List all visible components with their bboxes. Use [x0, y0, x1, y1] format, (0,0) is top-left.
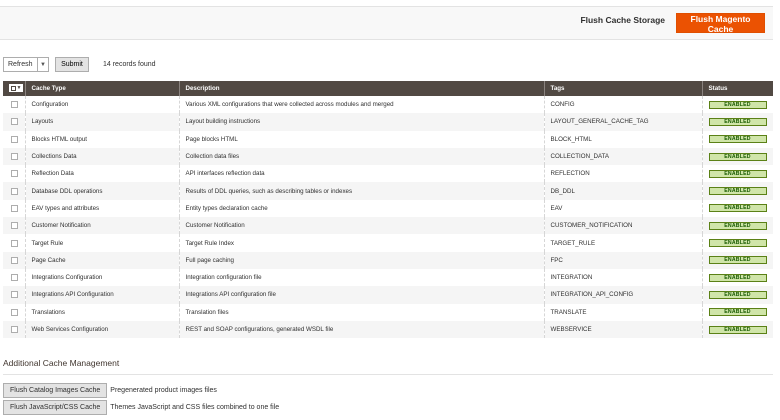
column-header-status[interactable]: Status	[702, 81, 773, 96]
table-row	[3, 165, 773, 182]
row-select-cell	[3, 148, 25, 165]
cell-status	[702, 182, 773, 199]
additional-item-description: Themes JavaScript and CSS files combined to one file	[110, 404, 280, 411]
cache-grid	[3, 81, 773, 338]
cell-cache-type: Integrations Configuration	[25, 269, 179, 286]
row-select-cell	[3, 165, 25, 182]
table-row	[3, 113, 773, 130]
cell-status	[702, 321, 773, 338]
checkbox-icon	[11, 86, 16, 91]
cell-description: API interfaces reflection data	[179, 165, 544, 182]
row-select-cell	[3, 321, 25, 338]
status-badge: ENABLED	[709, 239, 767, 247]
row-select-cell	[3, 113, 25, 130]
cell-status	[702, 286, 773, 303]
table-row	[3, 304, 773, 321]
row-select-cell	[3, 269, 25, 286]
column-header-tags[interactable]: Tags	[544, 81, 702, 96]
status-badge: ENABLED	[709, 274, 767, 282]
column-header-cache-type[interactable]: Cache Type	[25, 81, 179, 96]
cell-tags: REFLECTION	[544, 165, 702, 182]
status-badge: ENABLED	[709, 308, 767, 316]
cell-cache-type: Configuration	[25, 96, 179, 113]
row-checkbox[interactable]	[11, 101, 18, 108]
row-checkbox[interactable]	[11, 309, 18, 316]
cell-cache-type: Target Rule	[25, 234, 179, 251]
row-select-cell	[3, 131, 25, 148]
cell-description: Page blocks HTML	[179, 131, 544, 148]
row-checkbox[interactable]	[11, 136, 18, 143]
flush-catalog-images-button[interactable]: Flush Catalog Images Cache	[3, 383, 107, 398]
cell-status	[702, 131, 773, 148]
mass-select-control[interactable]	[9, 84, 23, 92]
row-checkbox[interactable]	[11, 257, 18, 264]
cell-status	[702, 113, 773, 130]
cell-cache-type: Page Cache	[25, 252, 179, 269]
mass-action-select-value: Refresh	[8, 61, 33, 68]
cell-tags: TRANSLATE	[544, 304, 702, 321]
flush-js-css-button[interactable]: Flush JavaScript/CSS Cache	[3, 400, 107, 415]
cell-cache-type: Blocks HTML output	[25, 131, 179, 148]
row-select-cell	[3, 96, 25, 113]
mass-action-toolbar	[3, 57, 156, 72]
mass-action-select[interactable]	[3, 57, 49, 72]
row-checkbox[interactable]	[11, 188, 18, 195]
cell-description: Integration configuration file	[179, 269, 544, 286]
cell-tags: EAV	[544, 200, 702, 217]
table-row	[3, 148, 773, 165]
flush-magento-cache-button[interactable]: Flush Magento Cache	[676, 13, 765, 33]
additional-item	[3, 400, 279, 415]
column-header-description[interactable]: Description	[179, 81, 544, 96]
cell-description: Integrations API configuration file	[179, 286, 544, 303]
row-checkbox[interactable]	[11, 153, 18, 160]
row-checkbox[interactable]	[11, 205, 18, 212]
row-select-cell	[3, 286, 25, 303]
cell-status	[702, 200, 773, 217]
cell-tags: COLLECTION_DATA	[544, 148, 702, 165]
status-badge: ENABLED	[709, 170, 767, 178]
chevron-down-icon: ▼	[16, 85, 22, 92]
cell-cache-type: Reflection Data	[25, 165, 179, 182]
row-checkbox[interactable]	[11, 291, 18, 298]
row-checkbox[interactable]	[11, 326, 18, 333]
cell-cache-type: Customer Notification	[25, 217, 179, 234]
cell-cache-type: EAV types and attributes	[25, 200, 179, 217]
status-badge: ENABLED	[709, 256, 767, 264]
table-row	[3, 321, 773, 338]
row-checkbox[interactable]	[11, 274, 18, 281]
cell-status	[702, 269, 773, 286]
chevron-down-icon[interactable]: ▼	[37, 58, 48, 71]
table-row	[3, 217, 773, 234]
additional-item-description: Pregenerated product images files	[110, 387, 217, 394]
cell-description: Collection data files	[179, 148, 544, 165]
section-divider	[3, 374, 773, 375]
cell-tags: FPC	[544, 252, 702, 269]
row-checkbox[interactable]	[11, 240, 18, 247]
records-count: 14 records found	[103, 61, 156, 68]
table-row	[3, 234, 773, 251]
row-checkbox[interactable]	[11, 170, 18, 177]
cell-status	[702, 148, 773, 165]
row-select-cell	[3, 304, 25, 321]
flush-cache-storage-button[interactable]: Flush Cache Storage	[580, 15, 665, 25]
row-select-cell	[3, 234, 25, 251]
cell-status	[702, 252, 773, 269]
cell-status	[702, 304, 773, 321]
cell-status	[702, 217, 773, 234]
status-badge: ENABLED	[709, 204, 767, 212]
cell-cache-type: Database DDL operations	[25, 182, 179, 199]
cell-tags: INTEGRATION_API_CONFIG	[544, 286, 702, 303]
cell-tags: TARGET_RULE	[544, 234, 702, 251]
cell-status	[702, 165, 773, 182]
cell-cache-type: Layouts	[25, 113, 179, 130]
cell-status	[702, 234, 773, 251]
mass-select-header[interactable]	[3, 81, 25, 96]
table-row	[3, 252, 773, 269]
cell-tags: INTEGRATION	[544, 269, 702, 286]
status-badge: ENABLED	[709, 153, 767, 161]
additional-cache-title: Additional Cache Management	[3, 358, 120, 368]
page-actions-bar	[0, 6, 773, 40]
cell-cache-type: Integrations API Configuration	[25, 286, 179, 303]
row-select-cell	[3, 200, 25, 217]
table-row	[3, 182, 773, 199]
cell-description: Translation files	[179, 304, 544, 321]
status-badge: ENABLED	[709, 326, 767, 334]
row-checkbox[interactable]	[11, 118, 18, 125]
table-row	[3, 286, 773, 303]
row-select-cell	[3, 252, 25, 269]
cell-description: Customer Notification	[179, 217, 544, 234]
cell-status	[702, 96, 773, 113]
cell-tags: LAYOUT_GENERAL_CACHE_TAG	[544, 113, 702, 130]
cell-description: Results of DDL queries, such as describing tables or indexes	[179, 182, 544, 199]
cell-description: Various XML configurations that were collected across modules and merged	[179, 96, 544, 113]
status-badge: ENABLED	[709, 222, 767, 230]
cell-tags: DB_DDL	[544, 182, 702, 199]
cell-cache-type: Web Services Configuration	[25, 321, 179, 338]
status-badge: ENABLED	[709, 118, 767, 126]
cell-cache-type: Collections Data	[25, 148, 179, 165]
table-row	[3, 96, 773, 113]
additional-item	[3, 383, 217, 398]
status-badge: ENABLED	[709, 101, 767, 109]
grid-header-row	[3, 81, 773, 96]
cell-description: Layout building instructions	[179, 113, 544, 130]
cell-description: Full page caching	[179, 252, 544, 269]
row-checkbox[interactable]	[11, 222, 18, 229]
cell-description: Target Rule Index	[179, 234, 544, 251]
cell-cache-type: Translations	[25, 304, 179, 321]
table-row	[3, 269, 773, 286]
table-row	[3, 200, 773, 217]
status-badge: ENABLED	[709, 187, 767, 195]
row-select-cell	[3, 182, 25, 199]
status-badge: ENABLED	[709, 291, 767, 299]
row-select-cell	[3, 217, 25, 234]
cell-tags: CONFIG	[544, 96, 702, 113]
cell-description: REST and SOAP configurations, generated WSDL file	[179, 321, 544, 338]
submit-button[interactable]: Submit	[55, 57, 89, 72]
table-row	[3, 131, 773, 148]
cell-tags: BLOCK_HTML	[544, 131, 702, 148]
status-badge: ENABLED	[709, 135, 767, 143]
cell-tags: CUSTOMER_NOTIFICATION	[544, 217, 702, 234]
cell-tags: WEBSERVICE	[544, 321, 702, 338]
cell-description: Entity types declaration cache	[179, 200, 544, 217]
